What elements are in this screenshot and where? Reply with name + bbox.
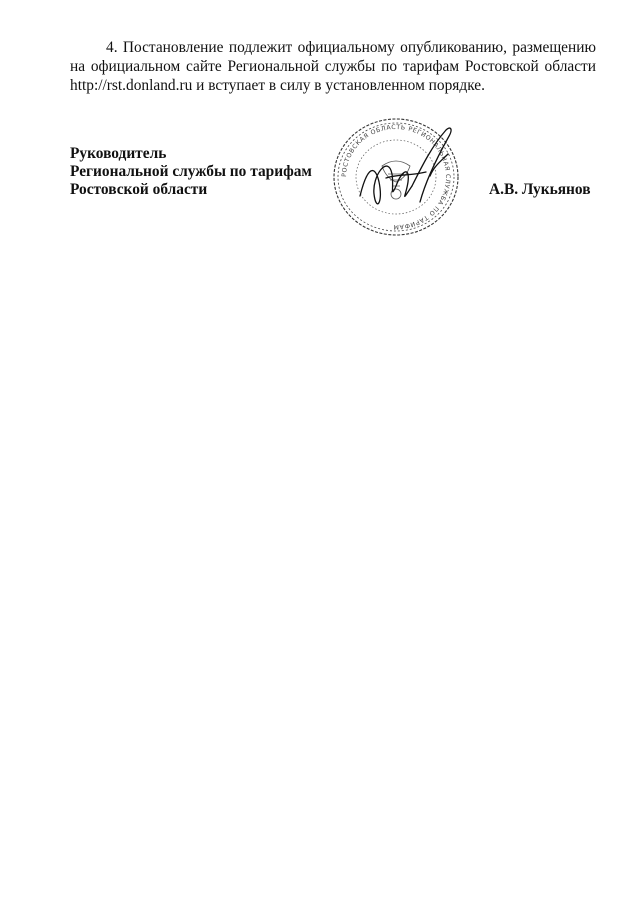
signatory-title-line: Региональной службы по тарифам — [70, 163, 312, 180]
paragraph-line: 4. Постановление подлежит официальному опубликованию, размещению — [106, 39, 596, 56]
signatory-title — [70, 145, 312, 199]
signatory-title-line: Ростовской области — [70, 181, 208, 198]
signatory-title-line: Руководитель — [70, 145, 167, 162]
paragraph-line: http://rst.donland.ru и вступает в силу в установленном порядке. — [70, 77, 485, 94]
seal-ring-text: РОСТОВСКАЯ ОБЛАСТЬ РЕГИОНАЛЬНАЯ СЛУЖБА ПО ТАРИФАМ — [340, 123, 452, 231]
official-seal-stamp — [330, 116, 462, 238]
signatory-name: А.В. Лукьянов — [489, 181, 591, 198]
paragraph-line: на официальном сайте Региональной службы по тарифам Ростовской области — [70, 58, 596, 75]
clause-4-paragraph — [70, 38, 596, 95]
